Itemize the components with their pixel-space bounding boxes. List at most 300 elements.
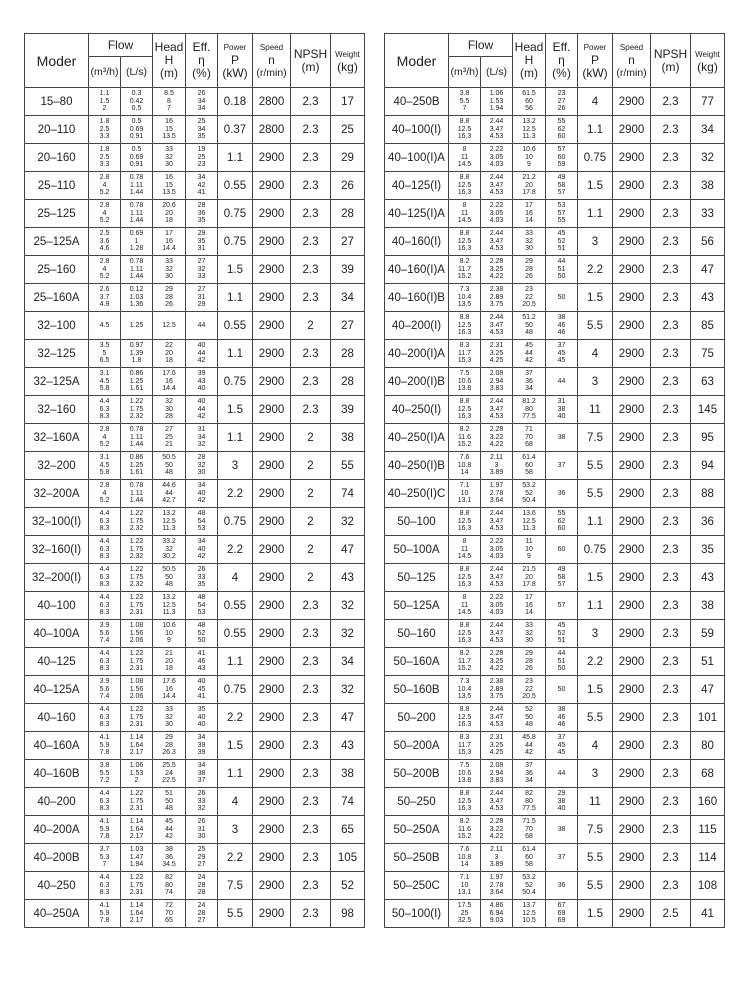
npsh-cell: 2.3 (291, 788, 331, 816)
flow-m3h-value: 16.3 (457, 805, 472, 813)
eff-value: 57 (557, 581, 566, 589)
flow-ls-cell (481, 788, 513, 816)
flow-ls-value: 0.3 (131, 90, 142, 98)
pump-spec-table-right (384, 33, 725, 928)
weight-cell: 98 (331, 900, 365, 928)
flow-ls-value: 0.86 (129, 370, 144, 378)
flow-m3h-value: 7.3 (459, 286, 470, 294)
npsh-cell: 2.3 (651, 564, 691, 592)
model-cell: 50–100A (385, 536, 449, 564)
npsh-cell: 2.3 (651, 144, 691, 172)
speed-cell: 2900 (253, 144, 291, 172)
flow-ls-value: 1.11 (129, 181, 144, 189)
speed-cell: 2900 (613, 564, 651, 592)
power-cell: 1.5 (578, 676, 613, 704)
header-eff-unit: (%) (552, 66, 571, 80)
head-value: 44 (525, 741, 533, 749)
npsh-cell: 2.3 (651, 592, 691, 620)
flow-ls-value: 4.53 (489, 637, 504, 645)
head-value: 25 (165, 433, 173, 441)
flow-m3h-cell (89, 396, 121, 424)
model-cell: 20–160 (25, 144, 89, 172)
flow-m3h-cell (89, 256, 121, 284)
eff-value: 40 (197, 721, 206, 729)
flow-ls-cell (481, 396, 513, 424)
power-cell: 0.55 (218, 312, 253, 340)
head-value: 16 (165, 685, 173, 693)
flow-ls-value: 2.78 (489, 489, 504, 497)
flow-m3h-value: 14.5 (457, 161, 472, 169)
flow-ls-cell (121, 872, 153, 900)
head-value: 18 (165, 665, 173, 673)
speed-cell: 2900 (253, 368, 291, 396)
flow-m3h-value: 15.2 (457, 273, 472, 281)
header-head-symbol: H (524, 53, 534, 67)
flow-m3h-value: 5.2 (99, 497, 110, 505)
speed-cell: 2900 (613, 368, 651, 396)
model-cell: 50–160B (385, 676, 449, 704)
model-cell: 32–125A (25, 368, 89, 396)
flow-ls-value: 4.53 (489, 721, 504, 729)
head-value: 17.8 (522, 581, 536, 589)
head-value: 21 (165, 650, 173, 658)
table-row (25, 340, 365, 368)
flow-ls-cell (481, 592, 513, 620)
eff-cell (186, 704, 218, 732)
eff-cell (546, 88, 578, 116)
flow-ls-value: 1.75 (129, 713, 144, 721)
head-value: 21.5 (522, 566, 536, 574)
head-value: 10.6 (522, 146, 536, 154)
flow-m3h-cell (89, 116, 121, 144)
flow-ls-cell (481, 452, 513, 480)
weight-cell: 47 (331, 704, 365, 732)
power-cell: 1.5 (218, 732, 253, 760)
flow-ls-value: 0.69 (129, 153, 144, 161)
speed-cell: 2900 (613, 256, 651, 284)
head-value: 33 (525, 622, 533, 630)
header-npsh (291, 34, 331, 88)
power-cell: 5.5 (578, 480, 613, 508)
flow-m3h-value: 3.3 (99, 133, 110, 141)
head-value: 8.5 (164, 90, 174, 98)
flow-m3h-cell (89, 228, 121, 256)
npsh-cell: 2 (291, 424, 331, 452)
head-value: 45 (525, 342, 533, 350)
npsh-cell: 2.3 (291, 116, 331, 144)
head-value: 44 (165, 489, 173, 497)
speed-cell: 2900 (613, 732, 651, 760)
eff-value: 40 (197, 342, 206, 350)
model-cell: 40–160(I)B (385, 284, 449, 312)
head-value: 51.2 (522, 314, 536, 322)
speed-cell: 2900 (613, 648, 651, 676)
eff-cell (546, 900, 578, 928)
weight-cell: 39 (331, 396, 365, 424)
npsh-cell: 2.3 (651, 396, 691, 424)
eff-value: 55 (557, 217, 566, 225)
flow-m3h-value: 8.3 (459, 734, 470, 742)
flow-m3h-cell (89, 732, 121, 760)
npsh-cell: 2.3 (651, 480, 691, 508)
flow-m3h-value: 13.5 (457, 693, 472, 701)
weight-cell: 108 (691, 872, 725, 900)
flow-ls-value: 1.64 (129, 909, 144, 917)
flow-ls-value: 0.78 (129, 258, 144, 266)
flow-m3h-cell (449, 116, 481, 144)
model-cell: 50–100 (385, 508, 449, 536)
flow-ls-value: 1.53 (489, 97, 504, 105)
flow-ls-value: 0.5 (131, 146, 142, 154)
weight-cell: 43 (691, 564, 725, 592)
head-value: 14 (525, 217, 533, 225)
flow-m3h-cell (449, 368, 481, 396)
flow-ls-value: 2.44 (489, 510, 504, 518)
head-value: 70 (525, 433, 533, 441)
npsh-cell: 2 (291, 452, 331, 480)
flow-m3h-cell (89, 900, 121, 928)
power-cell: 0.75 (218, 508, 253, 536)
eff-value: 42 (197, 413, 206, 421)
eff-cell (546, 732, 578, 760)
head-value: 30 (165, 273, 173, 281)
eff-value: 38 (557, 825, 566, 833)
flow-ls-value: 1.22 (129, 538, 144, 546)
header-head-unit: (m) (520, 66, 538, 80)
flow-m3h-cell (449, 732, 481, 760)
flow-m3h-cell (449, 452, 481, 480)
flow-m3h-value: 3.9 (99, 622, 110, 630)
power-cell: 0.55 (218, 592, 253, 620)
flow-ls-value: 3.25 (489, 349, 504, 357)
flow-ls-value: 2.31 (129, 721, 144, 729)
flow-ls-value: 4.53 (489, 245, 504, 253)
head-cell (153, 144, 186, 172)
eff-value: 46 (197, 657, 206, 665)
speed-cell: 2900 (613, 424, 651, 452)
eff-cell (546, 256, 578, 284)
flow-m3h-value: 4.4 (99, 566, 110, 574)
head-value: 28 (165, 413, 173, 421)
eff-value: 42 (197, 553, 206, 561)
flow-ls-value: 1.06 (129, 762, 144, 770)
flow-ls-value: 1 (134, 237, 139, 245)
head-value: 17.6 (162, 370, 176, 378)
model-cell: 40–100(I)A (385, 144, 449, 172)
weight-cell: 27 (331, 228, 365, 256)
header-head-symbol: H (164, 53, 174, 67)
model-cell: 40–200 (25, 788, 89, 816)
head-cell (513, 256, 546, 284)
weight-cell: 27 (331, 312, 365, 340)
table-row (385, 88, 725, 116)
flow-m3h-value: 10 (460, 489, 469, 497)
head-value: 61.4 (522, 454, 536, 462)
eff-cell (546, 340, 578, 368)
weight-cell: 77 (691, 88, 725, 116)
flow-ls-value: 1.14 (129, 734, 144, 742)
table-row (25, 564, 365, 592)
eff-value: 35 (197, 237, 206, 245)
flow-m3h-value: 7.5 (459, 370, 470, 378)
head-cell (513, 816, 546, 844)
flow-ls-cell (481, 172, 513, 200)
flow-ls-value: 3.83 (489, 385, 504, 393)
npsh-cell: 2 (291, 508, 331, 536)
eff-cell (186, 424, 218, 452)
head-value: 10.5 (522, 917, 536, 925)
table-row (385, 480, 725, 508)
head-cell (153, 228, 186, 256)
npsh-cell: 2 (291, 480, 331, 508)
eff-value: 52 (557, 629, 566, 637)
flow-ls-cell (481, 844, 513, 872)
flow-ls-value: 1.44 (129, 273, 144, 281)
npsh-cell: 2.3 (291, 592, 331, 620)
head-cell (153, 312, 186, 340)
npsh-cell: 2.3 (651, 284, 691, 312)
power-cell: 1.5 (218, 396, 253, 424)
eff-value: 26 (557, 105, 566, 113)
flow-m3h-value: 3.7 (99, 846, 110, 854)
flow-ls-cell (121, 424, 153, 452)
model-cell: 32–125 (25, 340, 89, 368)
eff-value: 40 (197, 678, 206, 686)
head-value: 72 (165, 902, 173, 910)
head-value: 20.6 (162, 202, 176, 210)
eff-cell (546, 536, 578, 564)
flow-m3h-value: 5.6 (99, 629, 110, 637)
model-cell: 20–110 (25, 116, 89, 144)
head-cell (513, 536, 546, 564)
weight-cell: 34 (331, 648, 365, 676)
head-value: 13.5 (162, 133, 176, 141)
speed-cell: 2900 (613, 396, 651, 424)
flow-ls-value: 1.22 (129, 398, 144, 406)
eff-value: 53 (557, 202, 566, 210)
weight-cell: 32 (691, 144, 725, 172)
flow-ls-value: 4.25 (489, 749, 504, 757)
eff-value: 38 (557, 797, 566, 805)
head-value: 22 (525, 293, 533, 301)
eff-cell (186, 340, 218, 368)
model-cell: 25–110 (25, 172, 89, 200)
head-value: 50 (165, 573, 173, 581)
npsh-cell: 2 (291, 564, 331, 592)
table-row (385, 284, 725, 312)
flow-ls-cell (481, 648, 513, 676)
flow-m3h-value: 11.6 (457, 825, 472, 833)
weight-cell: 85 (691, 312, 725, 340)
flow-m3h-cell (89, 676, 121, 704)
eff-cell (546, 648, 578, 676)
head-value: 21.2 (522, 174, 536, 182)
eff-value: 27 (197, 286, 206, 294)
eff-value: 39 (197, 741, 206, 749)
npsh-cell: 2.3 (651, 536, 691, 564)
eff-value: 60 (557, 133, 566, 141)
eff-cell (546, 424, 578, 452)
flow-ls-value: 1.94 (129, 861, 144, 869)
flow-m3h-cell (449, 284, 481, 312)
head-cell (513, 340, 546, 368)
eff-value: 38 (557, 706, 566, 714)
head-value: 11.3 (162, 525, 176, 533)
speed-cell: 2900 (613, 900, 651, 928)
npsh-cell: 2.3 (651, 704, 691, 732)
flow-m3h-value: 11 (460, 545, 469, 553)
head-value: 50 (525, 321, 533, 329)
speed-cell: 2900 (613, 312, 651, 340)
power-cell: 7.5 (578, 424, 613, 452)
head-cell (513, 396, 546, 424)
flow-ls-value: 2.38 (489, 678, 504, 686)
flow-m3h-value: 5.2 (99, 217, 110, 225)
flow-ls-value: 1.28 (129, 245, 144, 253)
speed-cell: 2900 (253, 760, 291, 788)
flow-ls-cell (121, 844, 153, 872)
flow-ls-value: 1.8 (131, 357, 142, 365)
head-value: 42 (525, 357, 533, 365)
head-value: 29 (165, 286, 173, 294)
flow-ls-value: 1.22 (129, 790, 144, 798)
flow-ls-cell (121, 144, 153, 172)
header-power-title: Power (223, 43, 247, 52)
model-cell: 15–80 (25, 88, 89, 116)
weight-cell: 28 (331, 200, 365, 228)
weight-cell: 65 (331, 816, 365, 844)
head-cell (513, 592, 546, 620)
eff-cell (546, 144, 578, 172)
eff-value: 42 (197, 181, 206, 189)
flow-m3h-value: 16.3 (457, 525, 472, 533)
table-row (25, 508, 365, 536)
flow-ls-value: 2.44 (489, 118, 504, 126)
flow-ls-value: 3.05 (489, 601, 504, 609)
flow-ls-value: 2.94 (489, 769, 504, 777)
head-cell (153, 676, 186, 704)
table-row (385, 844, 725, 872)
model-cell: 50–250 (385, 788, 449, 816)
flow-m3h-value: 8.2 (459, 650, 470, 658)
head-value: 20 (165, 349, 173, 357)
eff-value: 62 (557, 517, 566, 525)
head-value: 26 (525, 273, 533, 281)
flow-ls-cell (121, 88, 153, 116)
head-value: 32 (165, 153, 173, 161)
head-value: 36 (525, 377, 533, 385)
model-cell: 50–125 (385, 564, 449, 592)
weight-cell: 105 (331, 844, 365, 872)
header-weight-unit: (kg) (337, 59, 358, 74)
eff-cell (186, 88, 218, 116)
flow-m3h-value: 8.8 (459, 174, 470, 182)
table-row (385, 340, 725, 368)
eff-cell (546, 200, 578, 228)
eff-value: 29 (197, 853, 206, 861)
power-cell: 2.2 (218, 844, 253, 872)
flow-m3h-value: 32.5 (457, 917, 472, 925)
head-value: 50 (165, 797, 173, 805)
head-value: 20.5 (522, 301, 536, 309)
head-value: 32 (165, 545, 173, 553)
eff-value: 62 (557, 125, 566, 133)
head-value: 26 (165, 301, 173, 309)
flow-m3h-value: 2.8 (99, 174, 110, 182)
flow-ls-cell (481, 676, 513, 704)
eff-cell (186, 676, 218, 704)
head-value: 30 (165, 161, 173, 169)
flow-ls-value: 2.22 (489, 538, 504, 546)
eff-value: 52 (197, 629, 206, 637)
flow-ls-cell (121, 396, 153, 424)
flow-m3h-cell (449, 620, 481, 648)
eff-value: 27 (197, 861, 206, 869)
header-speed-title: Speed (259, 43, 284, 52)
flow-ls-value: 0.5 (131, 118, 142, 126)
flow-m3h-value: 16.3 (457, 133, 472, 141)
power-cell: 0.75 (218, 228, 253, 256)
table-row (25, 872, 365, 900)
flow-m3h-value: 4 (102, 181, 107, 189)
flow-m3h-value: 14.5 (457, 217, 472, 225)
power-cell: 3 (218, 816, 253, 844)
flow-ls-cell (481, 900, 513, 928)
npsh-cell: 2.3 (651, 732, 691, 760)
eff-value: 27 (197, 917, 206, 925)
head-value: 56 (525, 105, 533, 113)
flow-ls-value: 1.25 (129, 461, 144, 469)
model-cell: 40–250(I)C (385, 480, 449, 508)
weight-cell: 51 (691, 648, 725, 676)
head-value: 16 (165, 237, 173, 245)
speed-cell: 2900 (253, 508, 291, 536)
flow-m3h-cell (89, 368, 121, 396)
eff-value: 51 (557, 657, 566, 665)
flow-m3h-value: 14.5 (457, 609, 472, 617)
flow-m3h-cell (89, 340, 121, 368)
table-row (25, 536, 365, 564)
head-value: 11.3 (522, 525, 536, 533)
eff-value: 51 (557, 245, 566, 253)
eff-value: 50 (557, 685, 566, 693)
head-value: 48 (165, 469, 173, 477)
head-value: 15 (165, 125, 173, 133)
model-cell: 40–100(I) (385, 116, 449, 144)
head-value: 9 (527, 161, 531, 169)
speed-cell: 2900 (253, 452, 291, 480)
eff-value: 33 (197, 797, 206, 805)
head-value: 81.2 (522, 398, 536, 406)
npsh-cell: 2.3 (291, 144, 331, 172)
flow-ls-value: 1.03 (129, 846, 144, 854)
model-cell: 40–200B (25, 844, 89, 872)
model-cell: 50–250B (385, 844, 449, 872)
flow-ls-value: 4.25 (489, 357, 504, 365)
flow-ls-cell (481, 116, 513, 144)
power-cell: 3 (218, 452, 253, 480)
power-cell: 4 (218, 788, 253, 816)
weight-cell: 26 (331, 172, 365, 200)
flow-ls-value: 1.22 (129, 566, 144, 574)
head-value: 44 (525, 349, 533, 357)
table-row (385, 620, 725, 648)
head-value: 11.3 (162, 609, 176, 617)
table-row (385, 172, 725, 200)
weight-cell: 43 (691, 284, 725, 312)
head-value: 32 (525, 237, 533, 245)
power-cell: 0.75 (218, 200, 253, 228)
